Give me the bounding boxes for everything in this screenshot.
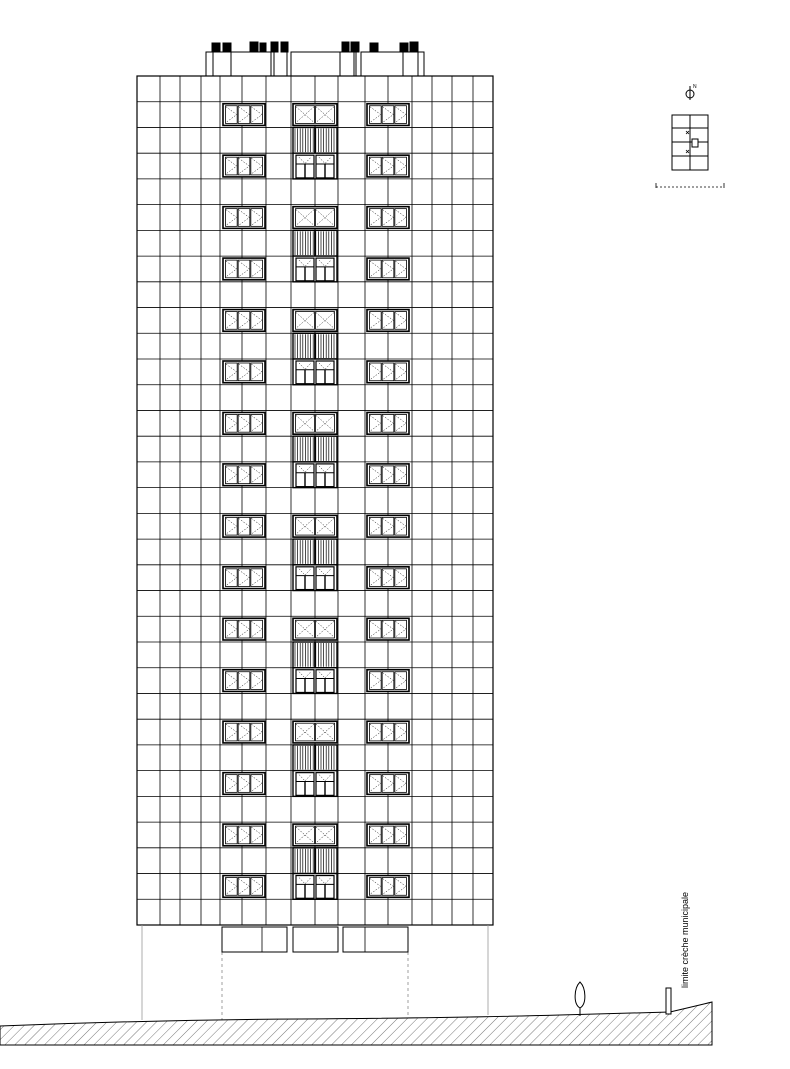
roof-block-left bbox=[206, 52, 271, 76]
balcony-door bbox=[293, 771, 337, 797]
entrance-block-left bbox=[222, 927, 287, 952]
balcony-railing bbox=[293, 745, 337, 771]
north-arrow-label: N bbox=[693, 84, 697, 90]
window bbox=[367, 412, 409, 434]
tree-icon bbox=[575, 982, 585, 1016]
balcony-door bbox=[293, 153, 337, 179]
window bbox=[293, 515, 337, 537]
roof-equipment bbox=[212, 42, 418, 52]
ground-floor-pilotis bbox=[142, 925, 488, 1020]
window bbox=[223, 104, 265, 126]
window bbox=[367, 567, 409, 589]
window bbox=[223, 721, 265, 743]
window bbox=[223, 876, 265, 898]
balcony-railing bbox=[293, 127, 337, 153]
window bbox=[223, 207, 265, 229]
window bbox=[293, 618, 337, 640]
window bbox=[223, 155, 265, 177]
window bbox=[367, 515, 409, 537]
balcony-railing bbox=[293, 436, 337, 462]
window bbox=[223, 464, 265, 486]
roof-block-center bbox=[291, 52, 356, 76]
window bbox=[293, 310, 337, 332]
window bbox=[223, 670, 265, 692]
window bbox=[223, 258, 265, 280]
balcony-door bbox=[293, 256, 337, 282]
balcony-door bbox=[293, 668, 337, 694]
entrance-block-center bbox=[293, 927, 338, 952]
terrain-section bbox=[0, 1002, 712, 1045]
balcony-railing bbox=[293, 539, 337, 565]
window bbox=[293, 104, 337, 126]
window bbox=[367, 876, 409, 898]
window bbox=[223, 773, 265, 795]
window bbox=[367, 618, 409, 640]
window bbox=[367, 670, 409, 692]
window bbox=[367, 207, 409, 229]
window bbox=[367, 361, 409, 383]
balcony-door bbox=[293, 565, 337, 591]
boundary-marker bbox=[666, 892, 690, 1014]
window bbox=[293, 207, 337, 229]
balcony-door bbox=[293, 462, 337, 488]
boundary-label: limite crèche municipale bbox=[680, 891, 690, 988]
window bbox=[367, 824, 409, 846]
balcony-door bbox=[293, 874, 337, 900]
window bbox=[367, 721, 409, 743]
window bbox=[223, 567, 265, 589]
window bbox=[367, 773, 409, 795]
window bbox=[293, 824, 337, 846]
window bbox=[223, 824, 265, 846]
window bbox=[223, 618, 265, 640]
balcony-railing bbox=[293, 848, 337, 874]
window bbox=[293, 412, 337, 434]
window bbox=[293, 721, 337, 743]
rooftop bbox=[206, 42, 424, 76]
window bbox=[367, 310, 409, 332]
window bbox=[223, 412, 265, 434]
entrance-block-right bbox=[343, 927, 408, 952]
window bbox=[367, 155, 409, 177]
balcony-door bbox=[293, 359, 337, 385]
facade-grid bbox=[137, 76, 493, 925]
window bbox=[367, 258, 409, 280]
key-plan-icon bbox=[656, 115, 724, 188]
balcony-railing bbox=[293, 333, 337, 359]
balcony-railing bbox=[293, 642, 337, 668]
window bbox=[367, 464, 409, 486]
window bbox=[223, 515, 265, 537]
window bbox=[367, 104, 409, 126]
roof-block-right bbox=[361, 52, 424, 76]
window bbox=[223, 310, 265, 332]
north-arrow-icon bbox=[686, 84, 697, 100]
balcony-railing bbox=[293, 230, 337, 256]
window bbox=[223, 361, 265, 383]
